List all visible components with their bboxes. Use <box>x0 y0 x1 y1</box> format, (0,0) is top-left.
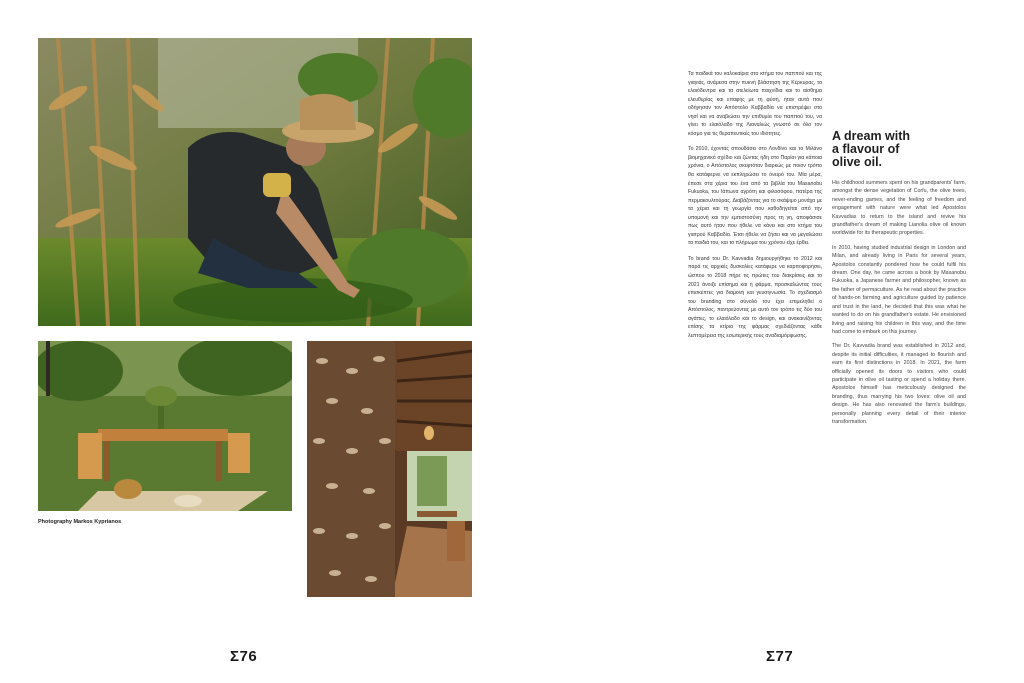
veranda-photo <box>307 341 472 597</box>
english-paragraph: His childhood summers spent on his grandparents' farm, amongst the dense vegetation of Corfu, the olive trees, never-ending games, and the feeling of freedom and engagement with nature were what led Apostolos Kavvadias to return to the island and revive his grandfather's dream of making Lianolia olive oil known worldwide for its therapeutic properties. <box>832 180 966 237</box>
garden-table-photo <box>38 341 292 511</box>
greek-paragraph: Το 2010, έχοντας σπουδάσει στο Λονδίνο και το Μιλάνο βιομηχανικό σχέδιο και ζώντας ήδη στο Παρίσι για κάποια χρόνια, ο Απόστολος σκεφτόταν διαρκώς με ποιον τρόπο θα κατάφερνε να εκπληρώσει το όνειρό του. Μία μέρα, έπεσε στα χέρια του ένα από τα βιβλία του Masanobu Fukuoka, του Ιάπωνα αγρότη και φιλοσόφου, πατέρα της περμακουλτούρας. Διαβάζοντας για το σκάψιμο μονάχα με τα χέρια και τη γεωργία που καθοδηγείται από την υπομονή και την εμπιστοσύνη προς τη γη, αποφάσισε πως αυτό ήταν που ήθελε να κάνει και στο κτήμα του γιατρού Καββαδία. Έτσι ήθελε να ζήσει και να μεγαλώσει τα παιδιά του, και το πλήρωμα του χρόνου είχε έρθει. <box>688 146 822 247</box>
headline-line: a flavour of <box>832 142 900 156</box>
photo-credit: Photography Markos Kyprianos <box>38 519 122 525</box>
english-article-column <box>832 130 966 432</box>
english-body <box>832 179 966 426</box>
right-page <box>512 0 1024 683</box>
page-number-left: Σ76 <box>230 648 258 665</box>
greek-paragraph: Το brand του Dr. Kavvadia δημιουργήθηκε το 2012 και παρά τις αρχικές δυσκολίες κατάφερε να καρποφορήσει, ώσπου το 2018 πήρε τις πρώτες του διακρίσεις και το 2021 άνοιξε επίσημα και η φάρμα, προσκαλώντας τους επισκέπτες για διαμονή και γευσιγνωσία. Το σχεδιασμό του branding στο σύνολό του έχει επιμεληθεί ο Απόστολος, παντρεύοντας με αυτό τον τρόπο τις δύο του αγάπες, το ελαιόλαδο και το design, και ανακαινίζοντας επίσης τα κτίρια της φάρμας σχεδιάζοντας κάθε λεπτομέρεια της εσωτερικής τους αναδιαμόρφωσης. <box>688 255 822 339</box>
farmer-harvesting-photo <box>38 38 472 326</box>
english-paragraph: In 2010, having studied industrial design in London and Milan, and already living in Paris for several years, Apostolos constantly pondered how he could fulfil his dream. One day, he came across a book by Masanobu Fukuoka, a Japanese farmer and philosopher, known as the father of permaculture. As he read about the practice of hands-on farming and agriculture guided by patience and trust in the land, he decided that this was what he wanted to do on his grandfather's estate. He envisioned living and raising his children in this way, and the time had come to embark on this journey. <box>832 244 966 335</box>
greek-article-column <box>688 70 822 347</box>
page-number-right: Σ77 <box>766 648 794 665</box>
article-headline <box>832 130 966 169</box>
headline-line: A dream with <box>832 129 911 143</box>
english-paragraph: The Dr. Kavvadia brand was established in 2012 and, despite its initial difficulties, it managed to flourish and earn its first distinctions in 2018. In 2021, the farm officially opened its doors to visitors who could participate in olive oil tasting or spend a holiday there. Apostolos himself has meticulously designed the branding, thus marrying his two loves: olive oil and design. He has also renovated the farm's buildings, personally planning every detail of their interior transformation. <box>832 343 966 425</box>
greek-paragraph: Τα παιδικά του καλοκαίρια στο κτήμα του παππού και της γιαγιάς, ανάμεσα στην πυκνή βλάστηση της Κέρκυρας, τα ελαιόδεντρα και τα ατελείωτα παιχνίδια και το αίσθημα ελευθερίας και επαφής με τη φύση, ήταν αυτά που οδήγησαν τον Απόστολο Καββαδία να επιστρέψει στο νησί και να αναβιώσει την επιθυμία του παππού του, να γίνει το ελαιόλαδο της Λιαναλιώς γνωστό σε όλο τον κόσμο για τις θεραπευτικές του ιδιότητες. <box>688 71 822 137</box>
headline-line: olive oil. <box>832 155 883 169</box>
